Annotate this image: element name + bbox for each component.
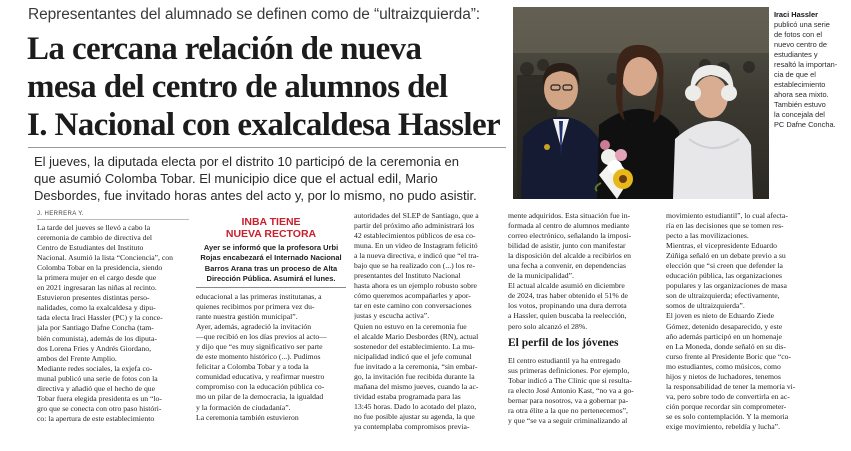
text-line: Ayer, además, agradeció la invitación	[196, 322, 312, 332]
text-line: bilidad de asistir, junto con manifestar	[508, 241, 626, 251]
text-line: educación pública, las organizaciones	[666, 271, 782, 281]
text-line: mente adquiridos. Esta situación fue in-	[508, 211, 631, 220]
text-line: comunidad educativa, y reafirmar nuestro	[196, 372, 325, 382]
text-line: de 2024, tras haber obtenido el 51% de	[508, 291, 628, 301]
text-line: mañana del mismo jueves, cuando la ac-	[354, 381, 479, 391]
caption-line: PC Dafne Concha.	[774, 120, 836, 129]
box-title-line: NUEVA RECTORA	[225, 228, 317, 240]
byline-rule	[37, 219, 189, 220]
headline-line: mesa del centro de alumnos del	[27, 69, 448, 105]
text-line: Estuvieron presentes distintas perso-	[37, 293, 150, 303]
box-line: Rojas encabezará el Internado Nacional	[200, 253, 342, 263]
text-line: Quien no estuvo en la ceremonia fue	[354, 321, 467, 331]
text-line: partir del próximo año administrará los	[354, 221, 475, 231]
text-line: Centro de Estudiantes del Instituto	[37, 243, 144, 253]
text-line: rante nuestra gestión municipal”.	[196, 312, 298, 322]
caption-line: publicó una serie	[774, 20, 830, 29]
text-line: mo estudiantes, como músicos, como	[666, 361, 781, 371]
article-kicker: Representantes del alumnado se definen como de “ultraizquierda”:	[28, 6, 480, 23]
article-headline	[27, 30, 509, 144]
text-line: no fue posible ajustar su agenda, la que	[354, 411, 475, 421]
deck-line: que asumió Colomba Tobar. El municipio dice que el actual edil, Mario	[34, 171, 438, 186]
box-body	[196, 243, 346, 284]
text-line: pecto a las movilizaciones.	[666, 231, 749, 241]
headline-line: La cercana relación de nueva	[27, 31, 422, 67]
text-line: cómo queremos acompañarles y apor-	[354, 291, 471, 301]
text-line: el alcalde Mario Desbordes (RN), actual	[354, 331, 479, 341]
byline: J. HERRERA Y.	[37, 211, 84, 217]
text-line: jala por Santiago Dafne Concha (tam-	[37, 323, 154, 333]
text-line: movimiento estudiantil”, lo cual afecta-	[666, 211, 788, 220]
text-line: go, la invitación fue recibida durante la	[354, 371, 475, 381]
caption-line: establecimiento	[774, 80, 826, 89]
text-line: La ceremonia también estuvieron	[196, 412, 299, 422]
text-line: El actual alcalde asumió en diciembre	[508, 281, 625, 291]
text-line: muna. En un video de Instagram felicitó	[354, 241, 478, 251]
text-line: bajo que se ha realizado con (...) los re-	[354, 261, 476, 271]
text-line: Mediante redes sociales, la exjefa co-	[37, 363, 153, 373]
photo-caption	[774, 10, 846, 130]
text-line: 42 establecimientos públicos de esa co-	[354, 231, 476, 241]
article-column-5	[666, 211, 818, 432]
text-line: El joven es nieto de Eduardo Ziede	[666, 311, 775, 321]
text-line: tada electa Iraci Hassler (PC) y la conce-	[37, 313, 163, 323]
text-line: populares y las organizaciones de masa	[666, 281, 787, 291]
article-deck	[34, 153, 504, 204]
text-line: son de ultraizquierda; efectivamente,	[666, 291, 780, 301]
text-line: 13:45 horas. Dado lo acotado del plazo,	[354, 401, 477, 411]
caption-line: de fotos con el	[774, 30, 823, 39]
text-line: dos Lorena Fries y Andrés Giordano,	[37, 343, 152, 353]
text-line: en La Moneda, donde señaló en su dis-	[666, 341, 786, 351]
article-photo	[513, 7, 769, 199]
text-line: ra otra élite a la que no pertenecemos”,	[508, 406, 628, 416]
text-line: la responsabilidad de tener la memoria vi-	[666, 381, 796, 391]
text-line: fue invitado a la ceremonia, “sin embar-	[354, 361, 478, 371]
photo-illustration	[513, 7, 769, 199]
text-line: a Hassler, quien buscaba la reelección,	[508, 311, 627, 321]
text-line: y que “se va a seguir criminalizando al	[508, 416, 628, 426]
text-line: Zúñiga señaló en un debate previo a su	[666, 251, 786, 261]
text-line: Mientras, el vicepresidente Eduardo	[666, 241, 777, 251]
text-line: munal publicó una serie de fotos con la	[37, 373, 158, 383]
text-line: sostenedor del establecimiento. La mu-	[354, 341, 475, 351]
text-line: los votos, propinando una dura derrota	[508, 301, 627, 311]
text-line: hijos y nietos de luchadores, tenemos	[666, 371, 781, 381]
text-line: ya contemplaba compromisos previa-	[354, 421, 470, 431]
text-line: y dijo que “es muy significativo ser parte	[196, 342, 323, 352]
text-line: Tobar fuera elegida presidenta es un “lo-	[37, 393, 162, 403]
text-line: curso frente al Presidente Boric que “co-	[666, 351, 792, 361]
caption-line: la concejala del	[774, 110, 825, 119]
deck-line: El jueves, la diputada electa por el distrito 10 participó de la ceremonia en	[34, 154, 459, 169]
text-line: ción porque recordar sin comprometer-	[666, 401, 787, 411]
text-line: Gómez, detenido desaparecido, y este	[666, 321, 783, 331]
headline-rule	[28, 147, 506, 148]
text-line: hasta ahora es un ejemplo robusto sobre	[354, 281, 477, 291]
section-subhead: El perfil de los jóvenes	[508, 337, 619, 349]
text-line: La tarde del jueves se llevó a cabo la	[37, 223, 151, 232]
text-line: de este momento histórico (...). Pudimos	[196, 352, 321, 362]
sidebar-box	[196, 216, 346, 283]
text-line: tar en este camino con conversaciones	[354, 301, 472, 311]
text-line: ambos del Frente Amplio.	[37, 353, 117, 363]
text-line: elección que “si creen que defender la	[666, 261, 783, 271]
text-line: Nacional. Asumió la lista “Conciencia”, con	[37, 253, 173, 263]
text-line: nalidades, como la exalcaldesa y dipu-	[37, 303, 156, 313]
caption-line: cia de que el	[774, 70, 816, 79]
text-line: a la nueva directiva, e indicó que “el tra-	[354, 251, 479, 261]
text-line: educacional a las primeras institutanas, a	[196, 292, 322, 301]
box-line: Ayer se informó que la profesora Urbi	[203, 243, 339, 252]
text-line: nicipalidad indicó que el jefe comunal	[354, 351, 472, 361]
text-line: va, pero sobre todo de convertirla en ac-	[666, 391, 790, 401]
text-line: y la formación de ciudadanía”.	[196, 402, 291, 412]
text-line: tividad estaba programada para las	[354, 391, 461, 401]
text-line: exige movimiento, rebeldía y lucha”.	[666, 421, 780, 431]
text-line: quienes recibimos por primera vez du-	[196, 302, 315, 312]
article-column-4b	[508, 356, 658, 426]
box-rule	[196, 287, 346, 288]
text-line: directiva y añadió que el hecho de que	[37, 383, 156, 393]
text-line: Colomba Tobar en la presidencia, siendo	[37, 263, 163, 273]
text-line: somos de ultraizquierda”.	[666, 301, 745, 311]
box-title-line: INBA TIENE	[241, 216, 301, 228]
article-column-2	[196, 292, 348, 423]
caption-line: También estuvo	[774, 100, 826, 109]
text-line: ría en las decisiones que se tomen res-	[666, 221, 784, 231]
text-line: compromiso con la educación pública co-	[196, 382, 325, 392]
article-column-1	[37, 223, 189, 424]
caption-line: estudiantes y	[774, 50, 818, 59]
text-line: año además participó en un homenaje	[666, 331, 782, 341]
caption-line: resaltó la importan-	[774, 60, 838, 69]
text-line: co: la apertura de este establecimiento	[37, 413, 155, 423]
text-line: mo un pilar de la democracia, la igualdad	[196, 392, 324, 402]
caption-line: nuevo centro de	[774, 40, 828, 49]
caption-line: ahora sea mixto.	[774, 90, 829, 99]
article-column-3	[354, 211, 502, 432]
headline-line: I. Nacional con exalcaldesa Hassler	[27, 107, 501, 143]
text-line: la primera mujer en el cargo desde que	[37, 273, 157, 283]
text-line: ra electo José Antonio Kast, “no va a go-	[508, 386, 634, 396]
text-line: en 2021 ingresaran las niñas al recinto.	[37, 283, 157, 293]
text-line: Tobar indicó a The Clinic que si resulta-	[508, 376, 632, 386]
text-line: El centro estudiantil ya ha entregado	[508, 356, 621, 365]
text-line: formada al centro de alumnos mediante	[508, 221, 630, 231]
article-column-4	[508, 211, 658, 332]
text-line: autoridades del SLEP de Santiago, que a	[354, 211, 479, 220]
text-line: bién comunista), además de los diputa-	[37, 333, 157, 343]
text-line: se es solo contemplación. Y la memoria	[666, 411, 789, 421]
text-line: gro que se conecta con otro paso históri-	[37, 403, 162, 413]
text-line: correo electrónico, señalando la imposi-	[508, 231, 632, 241]
caption-name: Iraci Hassler	[774, 10, 818, 19]
text-line: presentantes del Instituto Nacional	[354, 271, 461, 281]
text-line: una fecha a convenir, en dependencias	[508, 261, 626, 271]
text-line: la disposición del alcalde a recibirlos en	[508, 251, 631, 261]
box-line: Barros Arana tras un proceso de Alta	[204, 263, 338, 273]
text-line: de la municipalidad”.	[508, 271, 574, 281]
text-line: bernar para nosotros, va a gobernar pa-	[508, 396, 629, 406]
text-line: pero solo alcanzó el 28%.	[508, 321, 588, 331]
box-line: Dirección Pública. Asumirá el lunes.	[206, 273, 336, 283]
text-line: ceremonia de cambio de directiva del	[37, 233, 153, 243]
deck-line: Desbordes, fue invitado horas antes del acto y, por lo mismo, no pudo asistir.	[34, 188, 477, 203]
text-line: —que recibió en los días previos al acto—	[196, 332, 327, 342]
text-line: justas y escucha activa”.	[354, 311, 430, 321]
text-line: felicitar a Colomba Tobar y a toda la	[196, 362, 309, 372]
text-line: sus primeras definiciones. Por ejemplo,	[508, 366, 630, 376]
